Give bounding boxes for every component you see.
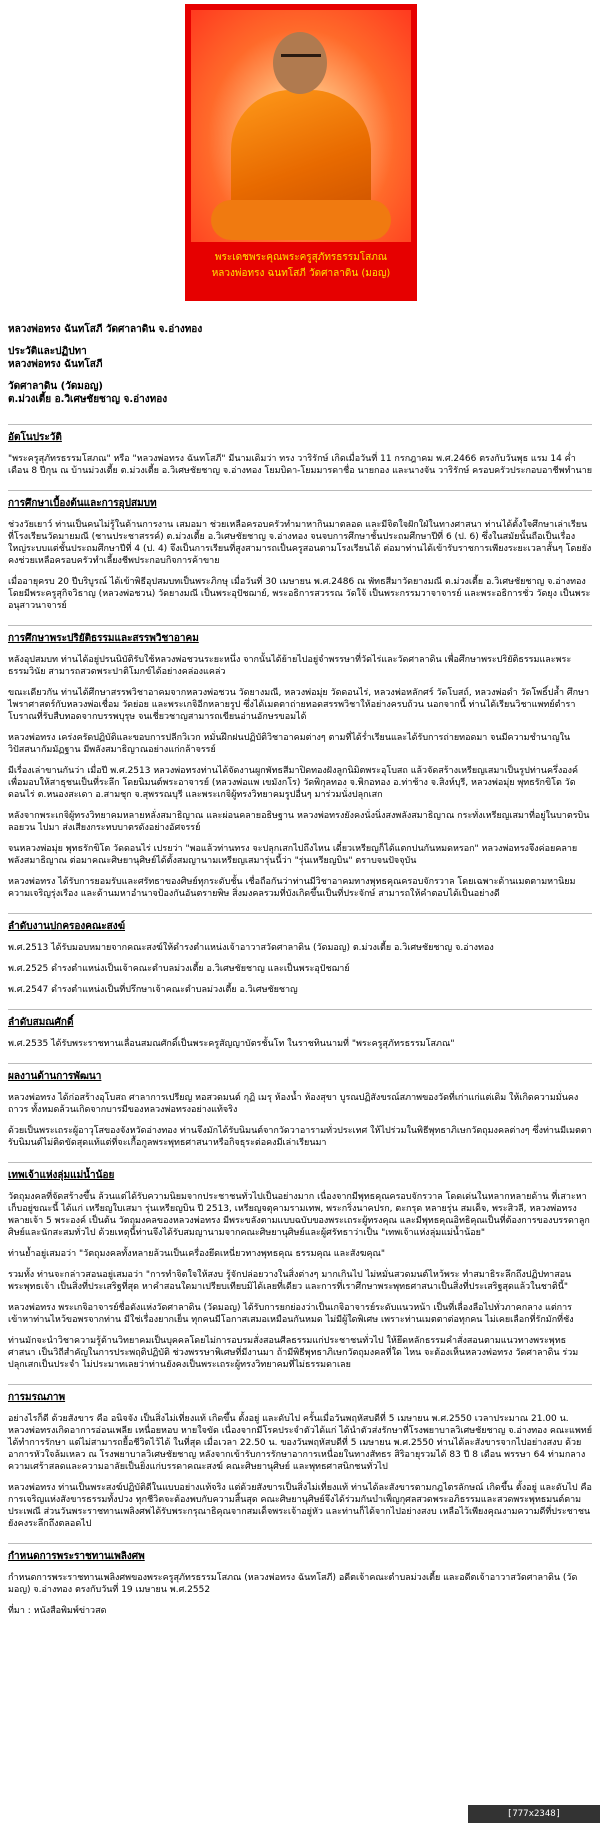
hero-banner — [185, 4, 417, 301]
section-heading: การมรณภาพ — [8, 1392, 66, 1403]
section-paragraph: หลวงพ่อทรง เคร่งครัดปฏิบัติและขอบการปลีกวิเวก หมั่นฝึกฝนปฏิบัติวิชาอาคมต่างๆ ตามที่ได้ร่ำเรียนและได้รับการถ่ายทอดมา จนมีความชำนาญในวิปัสสนากัมมัฏฐาน มีพลังสมาธิญาณอย่างแก่กล้าจรรย์ — [8, 733, 571, 755]
section-heading: การศึกษาพระปริยัติธรรมและสรรพวิชาอาคม — [8, 633, 199, 644]
image-host-watermark: [777x2348] http://upic.me/ — [468, 1805, 600, 1823]
section-paragraph: ท่านมักจะนำวิชาความรู้ด้านวิทยาคมเป็นบุคคลโดยไม่การอบรมสั่งสอนศีลธรรมแก่ประชาชนทั่วไป ให้ยึดหลักธรรมคำสั่งสอนตามแนวทางพระพุทธศาสนา เป็นวิถีสำคัญในการประพฤติปฏิบัติ ช่วงพรรษาพิเศษที่มีงานมา ถ้ามีพิธีพุทธาภิเษกวัตถุมงคลที่ใด ไหน จะต้องเห็นหลวงพ่อทรง วัดศาลาดิน ร่วมปลุกเสกเป็นประจำ ไม่ประมาทเลยว่าท่านยังคงเป็นพระเถระผู้ทรงวิทยาคมที่ไม่ธรรมดาเลย — [8, 1336, 579, 1370]
section-divider — [8, 1063, 592, 1064]
section-divider — [8, 1543, 592, 1544]
section-heading: ลำดับงานปกครองคณะสงฆ์ — [8, 921, 126, 932]
section-paragraph: กำหนดการพระราชทานเพลิงศพของพระครูสุภัทรธรรมโสภณ (หลวงพ่อทรง ฉันทโสภี) อดีตเจ้าคณะตำบลม่วงเตี้ย และอดีตเจ้าอาวาสวัดศาลาดิน (วัดมอญ) จ.อ่างทอง ตรงกับวันที่ 19 เมษายน พ.ศ.2552 — [8, 1573, 578, 1595]
hero-caption-line2: หลวงพ่อทรง ฉนทโสภี วัดศาลาดิน (มอญ) — [211, 268, 391, 279]
section-divider — [8, 913, 592, 914]
section-heading: กำหนดการพระราชทานเพลิงศพ — [8, 1551, 145, 1562]
section-heading: ผลงานด้านการพัฒนา — [8, 1071, 102, 1082]
section-paragraph: อย่างไรก็ดี ด้วยสังขาร คือ อนิจจัง เป็นสิ่งไม่เที่ยงแท้ เกิดขึ้น ตั้งอยู่ และดับไป ครั้นเมื่อวันพฤหัสบดีที่ 5 เมษายน พ.ศ.2550 เวลาประมาณ 21.00 น. หลวงพ่อทรงเกิดอาการอ่อนเพลีย เหนื่อยหอบ หายใจขัด เนื่องจากมีโรคประจำตัวได้แก่ ได้นำตัวส่งรักษาที่โรงพยาบาลวิเศษชัยชาญ จ.อ่างทอง คณะแพทย์ได้ทำการรักษา แต่ไม่สามารถยื้อชีวิตไว้ได้ ในที่สุด เมื่อเวลา 22.50 น. ของวันพฤหัสบดีที่ 5 เมษายน พ.ศ.2550 ท่านได้ละสังขารจากไปอย่างสงบ ด้วยอาการหัวใจล้มเหลว ณ โรงพยาบาลวิเศษชัยชาญ หลังจากเข้ารับการรักษาอาการเหนื่อยในทางสัทธร สิริอายุรวมได้ 83 ปี 8 เดือน พรรษา 64 ท่ามกลางความเศร้าสลดและความอาลัยเป็นยิ่งแก่บรรดาคณะสงฆ์ คณะศิษยานุศิษย์ และพุทธศาสนิกชนทั่วไป — [8, 1414, 592, 1472]
page-title: หลวงพ่อทรง ฉันทโสภี วัดศาลาดิน จ.อ่างทอง — [8, 324, 203, 335]
article — [8, 323, 592, 1626]
monk-glasses — [281, 54, 321, 67]
section-paragraph: ท่านย้ำอยู่เสมอว่า "วัตถุมงคลทั้งหลายล้วนเป็นเครื่องยึดเหนี่ยวทางพุทธคุณ ธรรมคุณ และสังฆคุณ" — [8, 1249, 385, 1259]
section-paragraph: พ.ศ.2513 ได้รับมอบหมายจากคณะสงฆ์ให้ดำรงตำแหน่งเจ้าอาวาสวัดศาลาดิน (วัดมอญ) ต.ม่วงเตี้ย อ.วิเศษชัยชาญ จ.อ่างทอง — [8, 943, 494, 953]
section-paragraph: หลวงพ่อทรง ท่านเป็นพระสงฆ์ปฏิบัติดีในแบบอย่างแท้จริง แต่ด้วยสังขารเป็นสิ่งไม่เที่ยงแท้ ท่านได้ละสังขารตามกฎไตรลักษณ์ เกิดขึ้น ตั้งอยู่ และดับไป คือการเจริญแห่งสังขารธรรมทั้งปวง ทุกชีวิตจะต้องพบกับความสิ้นสุด คณะศิษยานุศิษย์จึงได้ร่วมกันบำเพ็ญกุศลสวดพระอภิธรรมและสวดพระพุทธมนต์ตามประเพณี ส่วนวันพระราชทานเพลิงศพได้รับพระกรุณาธิคุณจากสมเด็จพระเจ้าอยู่หัว และท่านก็ได้จากไปอย่างสงบ เหลือไว้เพียงคุณงามความดีที่ประชาชนยังคงระลึกถึงตลอดไป — [8, 1483, 592, 1529]
section-divider — [8, 1009, 592, 1010]
monk-portrait — [191, 10, 411, 242]
temple-address: ต.ม่วงเตี้ย อ.วิเศษชัยชาญ จ.อ่างทอง — [8, 394, 168, 405]
section-paragraph: รวมทั้ง ท่านจะกล่าวสอนอยู่เสมอว่า "การทำจิตใจให้สงบ รู้จักปล่อยวางในสิ่งต่างๆ มากเกินไป ไม่หมั่นสวดมนต์ไหว้พระ ทำสมาธิระลึกถึงปฏิปทาสอนพระพุทธเจ้า เป็นสิ่งที่ประเสริฐที่สุด หาคำสอนใดมาเปรียบเทียบมิได้เลยที่เดียว และการที่เราศึกษาพระพุทธศาสนาเป็นสิ่งที่ประเสริฐสุดแล้วในชาตินี้" — [8, 1270, 572, 1292]
section-divider — [8, 625, 592, 626]
section-paragraph: ขณะเดียวกัน ท่านได้ศึกษาสรรพวิชาอาคมจากหลวงพ่อชวน วัดยางมณี, หลวงพ่อมุ่ย วัดดอนไร่, หลวงพ่อหลักศร์ วัดโบสถ์, หลวงพ่อดำ วัดโพธิ์ปล้ำ ศึกษาไพราศาสตร์กับหลวงพ่อเชื่อม วัดย่อย และพระเกจิอีกหลายรูป ซึ่งได้เมตตาถ่ายทอดสรรพวิชาให้อย่างครบถ้วน นอกจากนี้ ท่านได้เรียนวิชาแพทย์ตำราโบราณที่รับสืบทอดจากบรรพบุรุษ จนเชี่ยวชาญสามารถเขียนอ่านอักษรขอมได้ — [8, 688, 590, 722]
section-heading: การศึกษาเบื้องต้นและการอุปสมบท — [8, 498, 157, 509]
section-paragraph: ที่มา : หนังสือพิมพ์ข่าวสด — [8, 1606, 107, 1616]
section-paragraph: หลังจากพระเกจิผู้ทรงวิทยาคมหลายหลั่งสมาธิญาณ และผ่อนคลายอธิษฐาน หลวงพ่อทรงยังคงนั่งนิ่งสงพลังสมาธิญาณ กระทั่งเหรียญเสมาที่อยู่ในบาตรบินลอยวน ไปมา ส่งเสียงกระทบบาตรดังอย่างอัศจรรย์ — [8, 811, 590, 833]
sections — [8, 424, 592, 1626]
section-paragraph: จนหลวงพ่อมุ่ย พุทธรักขิโต วัดดอนไร่ เปรยว่า "พอแล้วท่านทรง จะปลุกเสกไปถึงไหน เดี๋ยวเหรียญก็ได้แตกปนกันหมดหรอก" หลวงพ่อทรงจึงค่อยคลายพลังสมาธิญาณ ต่อมาคณะศิษยานุศิษย์ได้ตั้งสมญานามเหรียญเสมารุ่นนี้ว่า "รุ่นเหรียญบิน" ตราบจนปัจจุบัน — [8, 844, 578, 866]
section-paragraph: ช่วงวัยเยาว์ ท่านเป็นคนไม่รู้ในด้านการงาน เสมอมา ช่วยเหลือครอบครัวทำมาหากินมาตลอด และมีจิตใจฝักใฝ่ในทางศาสนา ท่านได้ตั้งใจศึกษาเล่าเรียนที่โรงเรียนวัดมายมณี (ชานประชาสรรค์) ต.ม่วงเตี้ย อ.วิเศษชัยชาญ จ.อ่างทอง จนจบการศึกษาชั้นประถมศึกษาปีที่ 6 (ป. 6) ซึ่งในสมัยนั้นถือเป็นเรื่องใหญ่ระบบแต่ชั้นประถมศึกษาปีที่ 4 (ป. 4) จึงเป็นการเรียนที่สูงสามารถเป็นครูสอนตามโรงเรียนได้ ต่อมาท่านได้เข้ารับราชการเพียงระยะเวลาสั้นๆ โดยยังคงช่วยเหลือครอบครัวทำเลี้ยงชีพประกอบกิจการค้าขาย — [8, 520, 592, 566]
temple-name: วัดศาลาดิน (วัดมอญ) — [8, 381, 103, 392]
section-divider — [8, 424, 592, 425]
section-paragraph: มีเรื่องเล่าขานกันว่า เมื่อปี พ.ศ.2513 หลวงพ่อทรงท่านได้จัดงานผูกพัทธสีมาปิดทองฝังลูกนิมิตพระอุโบสถ แล้วจัดสร้างเหรียญเสมาเป็นรูปท่านครึ่งองค์ เพื่อมอบให้สาธุชนเป็นที่ระลึก โดยนิมนต์พระอาจารย์ (หลวงพ่อแพ เขมังกโร) วัดพิกุลทอง จ.พิกอทอง อ.ท่าช้าง จ.สิงห์บุรี, หลวงพ่อมุ่ย พุทธรักขิโต วัดดอนไร่ ต.หนองสะเดา อ.สามชุก จ.สุพรรณบุรี และพระเกจิผู้ทรงวิทยาคมรูปอื่นๆ มาร่วมนั่งปลุกเสก — [8, 766, 579, 800]
section-paragraph: "พระครูสุภัทรธรรมโสภณ" หรือ "หลวงพ่อทรง ฉันทโสภี" มีนามเดิมว่า ทรง วาริรักษ์ เกิดเมื่อวันที่ 11 กรกฎาคม พ.ศ.2466 ตรงกับวันพุธ แรม 14 ค่ำ เดือน 8 ปีกุน ณ บ้านม่วงเตี้ย ต.ม่วงเตี้ย อ.วิเศษชัยชาญ จ.อ่างทอง โยมบิดา-โยมมารดาชื่อ นายกอง และนางจัน วาริรักษ์ ครอบครัวประกอบอาชีพทำนาย — [8, 454, 592, 476]
section-paragraph: หลังอุปสมบท ท่านได้อยู่ปรนนิบัติรับใช้หลวงพ่อชวนระยะหนึ่ง จากนั้นได้ย้ายไปอยู่จำพรรษาที่วัดไร่และวัดศาลาดิน เพื่อศึกษาพระปริยัติธรรมและพระธรรมวินัย สามารถสวดพระปาติโมกข์ได้อย่างคล่องแคล่ว — [8, 655, 572, 677]
subtitle: ประวัติและปฏิปทา — [8, 346, 87, 357]
section-divider — [8, 1162, 592, 1163]
section-paragraph: เมื่ออายุครบ 20 ปีบริบูรณ์ ได้เข้าพิธีอุปสมบทเป็นพระภิกษุ เมื่อวันที่ 30 เมษายน พ.ศ.2486 ณ พัทธสีมาวัดยางมณี ต.ม่วงเตี้ย อ.วิเศษชัยชาญ จ.อ่างทอง โดยมีพระครูสุกิจวิธาญ (หลวงพ่อชวน) วัดยางมณี เป็นพระอุปัชฌาย์, พระอธิการสวรรณ วัดใจ้ เป็นพระกรรมวาจาจารย์ และพระอธิการชั่ว วัดยุง เป็นพระอนุสาวนาจารย์ — [8, 577, 591, 611]
section-divider — [8, 490, 592, 491]
hero-caption — [185, 250, 417, 282]
section-heading: ลำดับสมณศักดิ์ — [8, 1017, 74, 1028]
section-paragraph: ด้วยเป็นพระเถระผู้อาวุโสของจังหวัดอ่างทอง ท่านจึงมักได้รับนิมนต์จากวัดวาอารามทั่วประเทศ ให้ไปร่วมในพิธีพุทธาภิเษกวัตถุมงคลต่างๆ ซึ่งท่านมีเมตตารับนิมนต์ไม่ติดขัดสุดแท้แต่ที่จะเกื้อกูลพระพุทธศาสนาหรือกิจธุระต่อคงมีเล่าเรียนมา — [8, 1126, 592, 1148]
section-paragraph: พ.ศ.2535 ได้รับพระราชทานเลื่อนสมณศักดิ์เป็นพระครูสัญญาบัตรชั้นโท ในราชทินนามที่ "พระครูสุภัทรธรรมโสภณ" — [8, 1039, 455, 1049]
section-paragraph: พ.ศ.2525 ดำรงตำแหน่งเป็นเจ้าคณะตำบลม่วงเตี้ย อ.วิเศษชัยชาญ และเป็นพระอุปัชฌาย์ — [8, 964, 350, 974]
section-divider — [8, 1384, 592, 1385]
hero-caption-line1: พระเดชพระคุณพระครูสุภัทรธรรมโสภณ — [214, 252, 388, 263]
section-paragraph: พ.ศ.2547 ดำรงตำแหน่งเป็นที่ปรึกษาเจ้าคณะตำบลม่วงเตี้ย อ.วิเศษชัยชาญ — [8, 985, 298, 995]
section-heading: เทพเจ้าแห่งลุ่มแม่น้ำน้อย — [8, 1170, 115, 1181]
section-paragraph: วัตถุมงคลที่จัดสร้างขึ้น ล้วนแต่ได้รับความนิยมจากประชาชนทั่วไปเป็นอย่างมาก เนื่องจากมีพุทธคุณครอบจักรวาล โดดเด่นในหลากหลายด้าน ที่เสาะหาเก็บอยู่ขณะนี้ ได้แก่ เหรียญใบเสมา รุ่นเหรียญบิน ปี 2513, เหรียญจตุคามรามเทพ, พระกริ่งนาคปรก, ตะกรุด หลายรุ่น สมเด็จ, พระสิวลี, หลวงพ่อทรงพลายเจ้า 5 พระองค์ เป็นต้น วัตถุมงคลของหลวงพ่อทรง มีพระขลังตามแบบฉบับของพระเถระผู้ทรงคุณ และมีพุทธคุณอิทธิคุณเป็นที่ต้องการของบรรดาลูกศิษย์และนักสะสมทั่วไป ด้วยเหตุนี้ท่านจึงได้รับสมญานามจากคณะศิษยานุศิษย์และผู้ศรัทธาว่าเป็น "เทพเจ้าแห่งลุ่มแม่น้ำน้อย" — [8, 1192, 590, 1238]
section-heading: อัตโนประวัติ — [8, 432, 62, 443]
section-paragraph: หลวงพ่อทรง พระเกจิอาจารย์ชื่อดังแห่งวัดศาลาดิน (วัดมอญ) ได้รับการยกย่องว่าเป็นเกจิอาจารย์ระดับแนวหน้า เป็นที่เลื่องลือไปทั่วภาคกลาง แต่การเข้าหาท่านไหว้ขอพรจากท่าน มีใช่เรื่องยากเย็น ทุกคนมีโอกาสเสมอเหมือนกันหมด ไม่มีผู้ใดพิเศษ เพราะท่านเมตตาต่อทุกคน ไม่เคยเลือกที่รักมักที่ชัง — [8, 1303, 574, 1325]
subtitle-name: หลวงพ่อทรง ฉันทโสภี — [8, 359, 103, 370]
section-paragraph: หลวงพ่อทรง ได้ก่อสร้างอุโบสถ ศาลาการเปรียญ หอสวดมนต์ กุฏิ เมรุ ห้องน้ำ ห้องสุขา บูรณปฏิสังขรณ์สภาพของวัดที่เก่าแก่แต่เดิม ให้เกิดความมั่นคงถาวร ทั้งหมดล้วนเกิดจากบารมีของหลวงพ่อทรงอย่างแท้จริง — [8, 1093, 579, 1115]
monk-lap — [211, 200, 391, 240]
section-paragraph: หลวงพ่อทรง ได้รับการยอมรับและศรัทธาของศิษย์ทุกระดับชั้น เชื่อถือกันว่าท่านมีวิชาอาคมทางพุทธคุณครอบจักรวาล โดยเฉพาะด้านเมตตามหานิยม ความเจริญรุ่งเรือง และด้านมหาอำนาจป้องกันอันตรายพิษ สิ่งมงคลรวมที่บังเกิดขึ้นเป็นที่ประจักษ์ สามารถให้คำตอบได้เป็นอย่างดี — [8, 877, 576, 899]
